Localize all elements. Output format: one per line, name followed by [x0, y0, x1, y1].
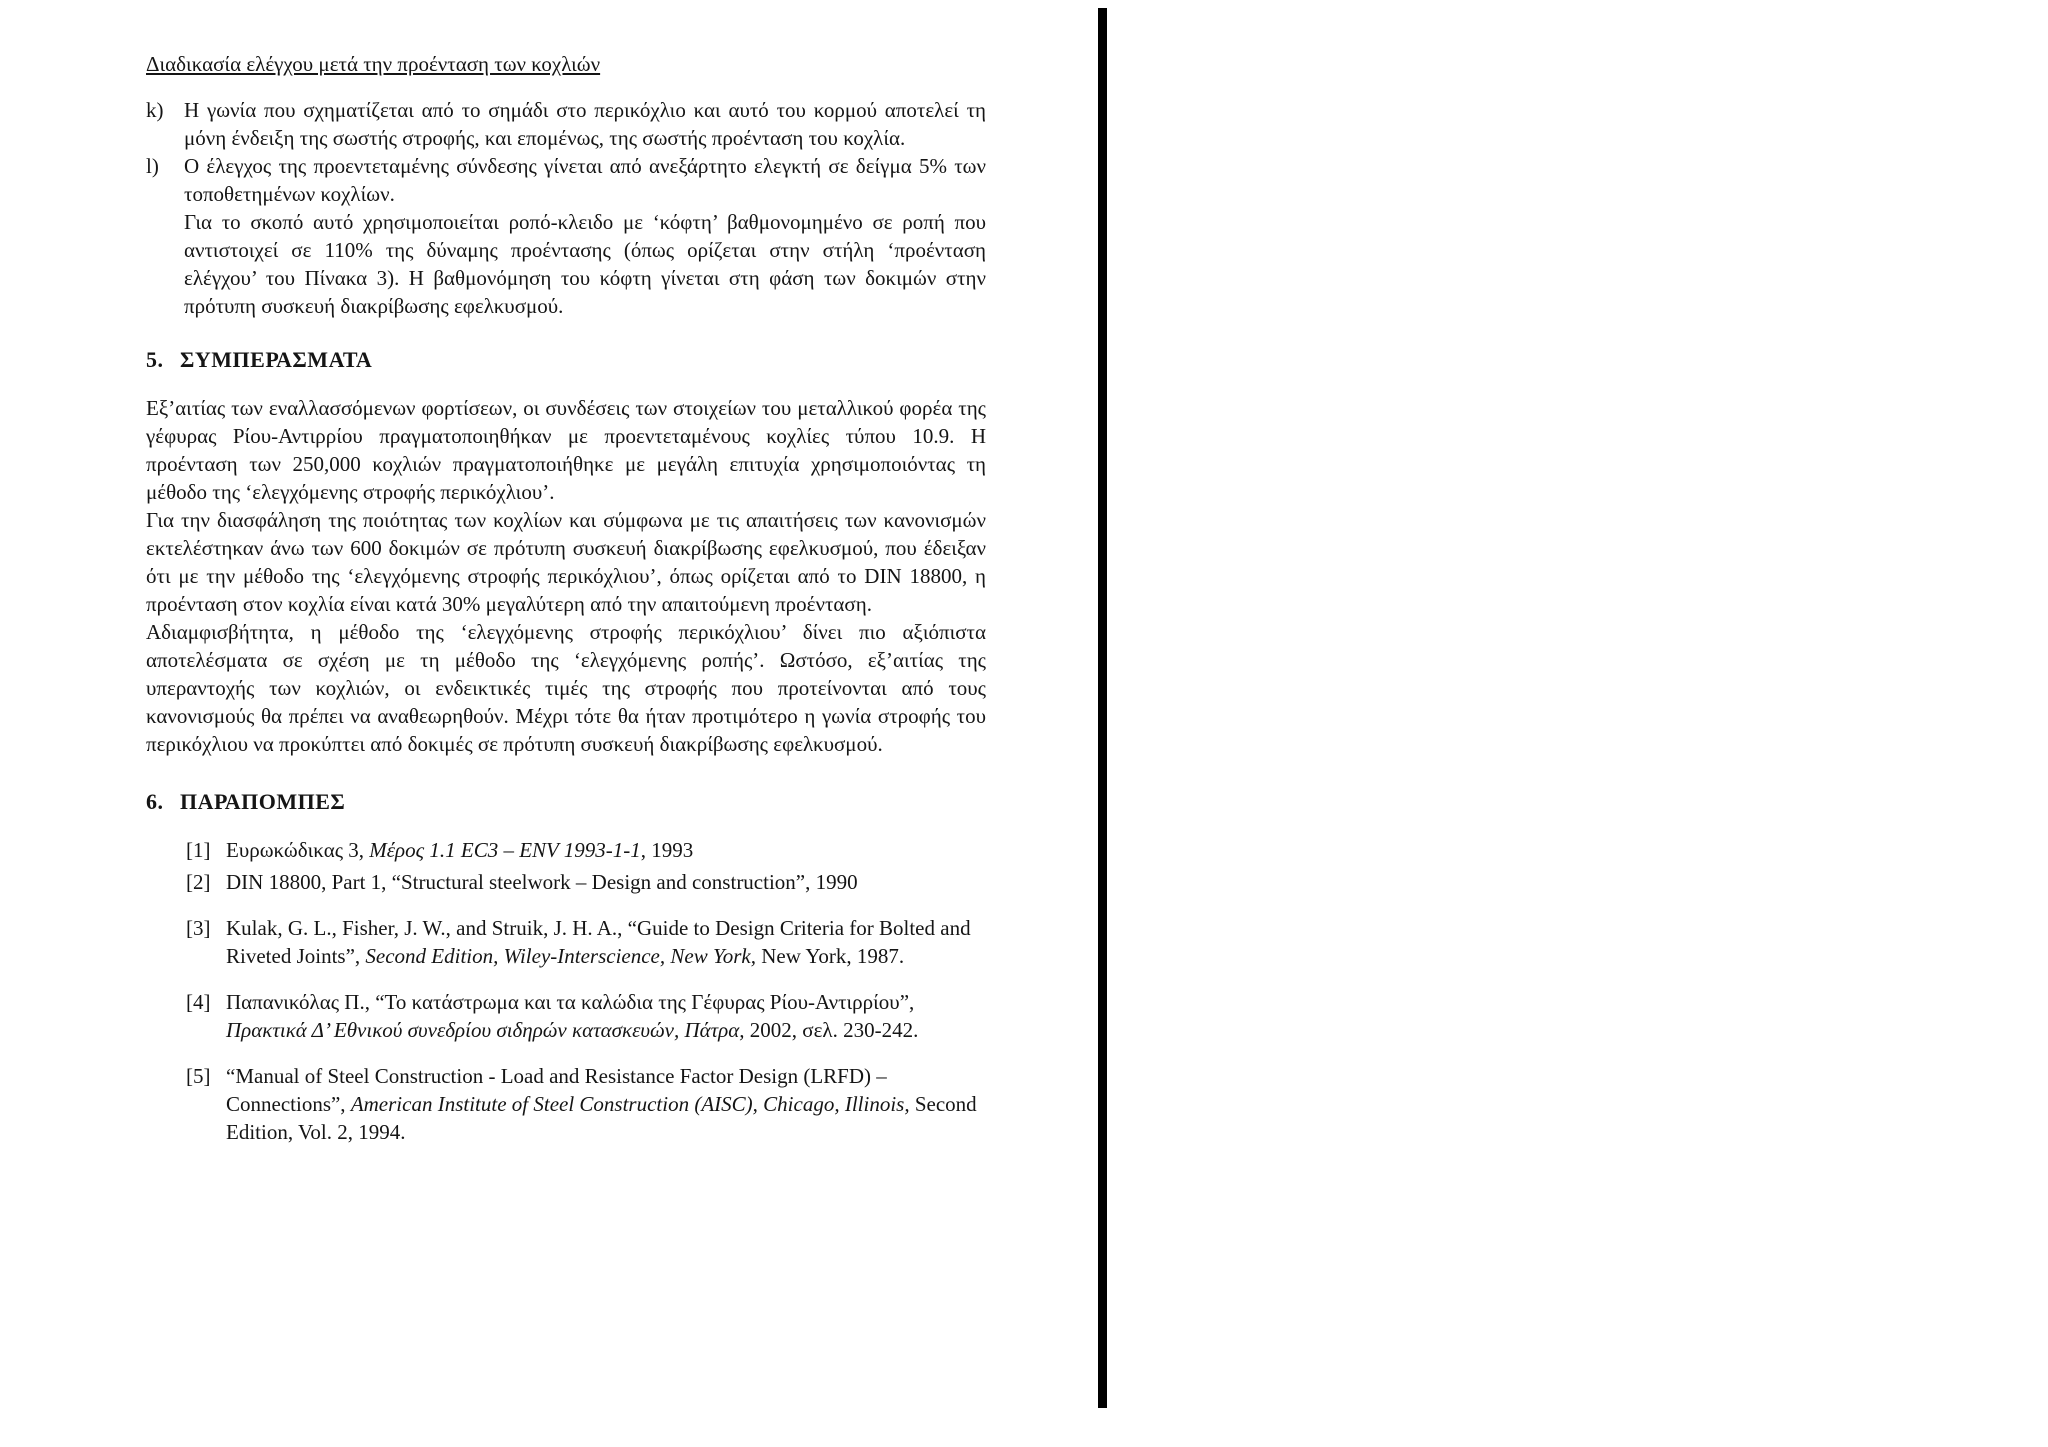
- references-heading: [146, 788, 986, 816]
- reference-label: [2]: [186, 870, 211, 894]
- section-number: 6.: [146, 789, 164, 814]
- document-page: [146, 50, 986, 1164]
- reference-italic: Second Edition, Wiley-Interscience, New York,: [365, 944, 756, 968]
- reference-label: [5]: [186, 1064, 211, 1088]
- reference-item: [186, 988, 986, 1044]
- reference-text: “Manual of Steel Construction - Load and Resistance Factor Design (LRFD) – Connections”,: [226, 1064, 887, 1116]
- list-item-continuation: Για το σκοπό αυτό χρησιμοποιείται ροπό-κλειδο με ‘κόφτη’ βαθμονομημένο σε ροπή που αντιστοιχεί σε 110% της δύναμης προέντασης (όπως ορίζεται στην στήλη ‘προένταση ελέγχου’ του Πίνακα 3). Η βαθμονόμηση του κόφτη γίνεται στη φάση των δοκιμών στην πρότυπη συσκευή διακρίβωσης εφελκυσμού.: [184, 210, 986, 318]
- section-number: 5.: [146, 347, 164, 372]
- list-item-label: k): [146, 98, 164, 122]
- reference-text: Ευρωκώδικας 3,: [226, 838, 370, 862]
- reference-label: [1]: [186, 838, 211, 862]
- section-title: ΣΥΜΠΕΡΑΣΜΑΤΑ: [180, 347, 373, 372]
- reference-tail: New York, 1987.: [755, 944, 905, 968]
- list-item-label: l): [146, 154, 159, 178]
- reference-item: [186, 1062, 986, 1146]
- section-title: ΠΑΡΑΠΟΜΠΕΣ: [180, 789, 346, 814]
- reference-list: [146, 836, 986, 1146]
- reference-label: [3]: [186, 916, 211, 940]
- reference-tail: , 1993: [640, 838, 694, 862]
- list-item-text: Ο έλεγχος της προεντεταμένης σύνδεσης γίνεται από ανεξάρτητο ελεγκτή σε δείγμα 5% των τοποθετημένων κοχλίων.: [184, 154, 986, 206]
- reference-text: Kulak, G. L., Fisher, J. W., and Struik, J. H. A., “Guide to Design Criteria for Bolted and Riveted Joints”,: [226, 916, 971, 968]
- list-item-l: [146, 152, 986, 208]
- reference-italic: American Institute of Steel Construction (AISC), Chicago, Illinois,: [350, 1092, 910, 1116]
- paragraph: Για την διασφάληση της ποιότητας των κοχλίων και σύμφωνα με τις απαιτήσεις των κανονισμών εκτελέστηκαν άνω των 600 δοκιμών σε πρότυπη συσκευή διακρίβωσης εφελκυσμού, που έδειξαν ότι με την μέθοδο της ‘ελεγχόμενης στροφής περικόχλιου’, όπως ορίζεται από το DIN 18800, η προένταση στον κοχλία είναι κατά 30% μεγαλύτερη από την απαιτούμενη προένταση.: [146, 508, 986, 616]
- reference-label: [4]: [186, 990, 211, 1014]
- reference-item: [186, 868, 986, 896]
- reference-tail: Second Edition, Vol. 2, 1994.: [226, 1092, 977, 1144]
- conclusions-heading: [146, 346, 986, 374]
- reference-item: [186, 836, 986, 864]
- reference-text: DIN 18800, Part 1, “Structural steelwork – Design and construction”, 1990: [226, 870, 858, 894]
- list-item-text: Η γωνία που σχηματίζεται από το σημάδι στο περικόχλιο και αυτό του κορμού αποτελεί τη μόνη ένδειξη της σωστής στροφής, και επομένως, της σωστής προένταση του κοχλία.: [184, 98, 986, 150]
- paragraph: Αδιαμφισβήτητα, η μέθοδο της ‘ελεγχόμενης στροφής περικόχλιου’ δίνει πιο αξιόπιστα αποτελέσματα σε σχέση με τη μέθοδο της ‘ελεγχόμενης ροπής’. Ωστόσο, εξ’αιτίας της υπεραντοχής των κοχλιών, οι ενδεικτικές τιμές της στροφής που προτείνονται από τους κανονισμούς θα πρέπει να αναθεωρηθούν. Μέχρι τότε θα ήταν προτιμότερο η γωνία στροφής του περικόχλιου να προκύπτει από δοκιμές σε πρότυπη συσκευή διακρίβωσης εφελκυσμού.: [146, 620, 986, 756]
- paragraph: Εξ’αιτίας των εναλλασσόμενων φορτίσεων, οι συνδέσεις των στοιχείων του μεταλλικού φορέα της γέφυρας Ρίου-Αντιρρίου πραγματοποιηθήκαν με προεντεταμένους κοχλίες τύπου 10.9. Η προένταση των 250,000 κοχλιών πραγματοποιήθηκε με μεγάλη επιτυχία χρησιμοποιόντας τη μέθοδο της ‘ελεγχόμενης στροφής περικόχλιου’.: [146, 396, 986, 504]
- reference-tail: 2002, σελ. 230-242.: [744, 1018, 919, 1042]
- list-item-k: [146, 96, 986, 152]
- running-heading: Διαδικασία ελέγχου μετά την προένταση των κοχλιών: [146, 52, 601, 76]
- reference-text: Παπανικόλας Π., “Το κατάστρωμα και τα καλώδια της Γέφυρας Ρίου-Αντιρρίου”,: [226, 990, 915, 1014]
- scan-edge-bar: [1098, 8, 1107, 1408]
- reference-item: [186, 914, 986, 970]
- reference-italic: Πρακτικά Δ’ Εθνικού συνεδρίου σιδηρών κατασκευών, Πάτρα,: [226, 1018, 745, 1042]
- reference-italic: Μέρος 1.1 EC3 – ENV 1993-1-1: [369, 838, 641, 862]
